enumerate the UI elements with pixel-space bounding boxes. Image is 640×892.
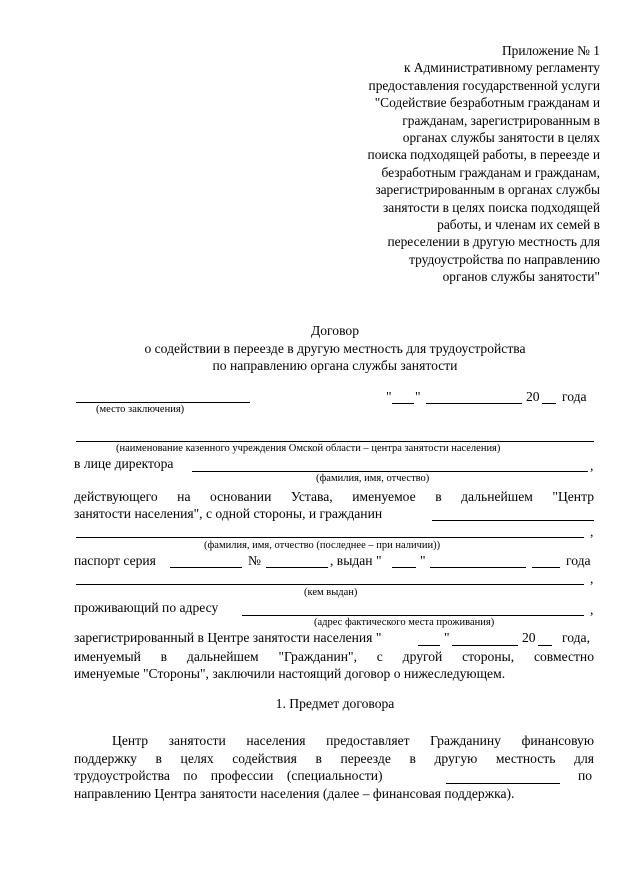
address-comma: , bbox=[590, 602, 594, 617]
date-month-field[interactable] bbox=[426, 403, 522, 404]
passport-number-field[interactable] bbox=[266, 567, 328, 568]
annex-line: Приложение № 1 bbox=[501, 43, 600, 58]
date-quote-close: " bbox=[415, 389, 421, 404]
registered-day-field[interactable] bbox=[418, 645, 440, 646]
passport-day-field[interactable] bbox=[392, 567, 416, 568]
citizen-comma: , bbox=[590, 524, 594, 539]
basis-line-2: занятости населения", с одной стороны, и гражданин bbox=[74, 506, 383, 521]
annex-header bbox=[300, 42, 600, 286]
title-line: по направлению органа службы занятости bbox=[212, 358, 458, 373]
para-line-3-b: по bbox=[578, 768, 593, 783]
para-line-3-a: трудоустройства по профессии (специальности) bbox=[74, 768, 383, 783]
director-comma: , bbox=[590, 458, 594, 473]
named-line-2: именуемые "Стороны", заключили настоящий договор о нижеследующем. bbox=[74, 666, 506, 681]
address-caption: (адрес фактического места проживания) bbox=[314, 617, 495, 628]
issued-by-field[interactable] bbox=[76, 584, 584, 585]
director-label: в лице директора bbox=[74, 456, 174, 471]
section-heading: 1. Предмет договора bbox=[275, 696, 395, 711]
passport-number-sign: № bbox=[248, 553, 261, 568]
annex-line: к Административному регламенту bbox=[403, 60, 600, 76]
annex-line: поиска подходящей работы, в переезде и bbox=[367, 147, 600, 163]
basis-line-1: действующего на основании Устава, именуемое в дальнейшем "Центр bbox=[74, 489, 594, 504]
date-year-suffix: года bbox=[562, 389, 587, 404]
registered-quote-close: " bbox=[444, 630, 450, 645]
citizen-caption: (фамилия, имя, отчество (последнее – при наличии)) bbox=[204, 540, 441, 551]
annex-line: переселении в другую местность для bbox=[387, 234, 600, 250]
title-line: Договор bbox=[310, 323, 360, 338]
passport-year-field[interactable] bbox=[532, 567, 560, 568]
address-label: проживающий по адресу bbox=[74, 600, 219, 615]
annex-line: работы, и членам их семей в bbox=[437, 217, 600, 233]
passport-issued-label: , выдан " bbox=[330, 553, 382, 568]
para-line-2: поддержку в целях содействия в переезде в другую местность для bbox=[74, 751, 594, 766]
annex-line: занятости в целях поиска подходящей bbox=[383, 199, 600, 215]
registered-year-suffix: года, bbox=[562, 630, 590, 645]
director-caption: (фамилия, имя, отчество) bbox=[316, 473, 430, 484]
annex-line: зарегистрированным в органах службы bbox=[375, 182, 600, 198]
annex-line: "Содействие безработным гражданам и bbox=[374, 95, 600, 111]
place-field[interactable] bbox=[76, 402, 250, 403]
registered-year-field[interactable] bbox=[538, 645, 552, 646]
issued-by-comma: , bbox=[590, 571, 594, 586]
director-field[interactable] bbox=[192, 471, 588, 472]
date-year-prefix: 20 bbox=[526, 389, 540, 404]
title-line: о содействии в переезде в другую местность для трудоустройства bbox=[144, 340, 526, 356]
annex-line: предоставления государственной услуги bbox=[368, 77, 600, 93]
passport-quote-close: " bbox=[420, 553, 426, 568]
passport-series-field[interactable] bbox=[170, 567, 242, 568]
named-line-1: именуемый в дальнейшем "Гражданин", с другой стороны, совместно bbox=[74, 649, 594, 664]
registered-year-prefix: 20 bbox=[522, 630, 536, 645]
passport-label: паспорт серия bbox=[74, 553, 156, 568]
para-line-1: Центр занятости населения предоставляет Гражданину финансовую bbox=[112, 733, 594, 748]
institution-field[interactable] bbox=[76, 441, 594, 442]
passport-year-label: года bbox=[566, 553, 591, 568]
place-caption: (место заключения) bbox=[96, 404, 185, 415]
registered-text: зарегистрированный в Центре занятости населения " bbox=[74, 630, 382, 645]
annex-line: органах службы занятости в целях bbox=[402, 130, 600, 146]
address-field[interactable] bbox=[242, 615, 584, 616]
institution-caption: (наименование казенного учреждения Омской области – центра занятости населения) bbox=[116, 443, 501, 454]
passport-month-field[interactable] bbox=[430, 567, 526, 568]
annex-line: гражданам, зарегистрированным в bbox=[402, 112, 600, 128]
issued-by-caption: (кем выдан) bbox=[304, 587, 358, 598]
citizen-name-field[interactable] bbox=[432, 520, 594, 521]
contract-title bbox=[70, 322, 600, 375]
para-line-4: направлению Центра занятости населения (далее – финансовая поддержка). bbox=[74, 786, 515, 801]
date-year-field[interactable] bbox=[542, 403, 556, 404]
annex-line: органов службы занятости" bbox=[442, 269, 600, 285]
annex-line: трудоустройства по направлению bbox=[409, 251, 600, 267]
date-day-field[interactable] bbox=[392, 403, 414, 404]
date-quote-open: " bbox=[386, 389, 392, 404]
registered-month-field[interactable] bbox=[452, 645, 518, 646]
profession-field[interactable] bbox=[446, 783, 560, 784]
citizen-name-field-2[interactable] bbox=[76, 537, 584, 538]
annex-line: безработным гражданам и гражданам, bbox=[381, 164, 600, 180]
